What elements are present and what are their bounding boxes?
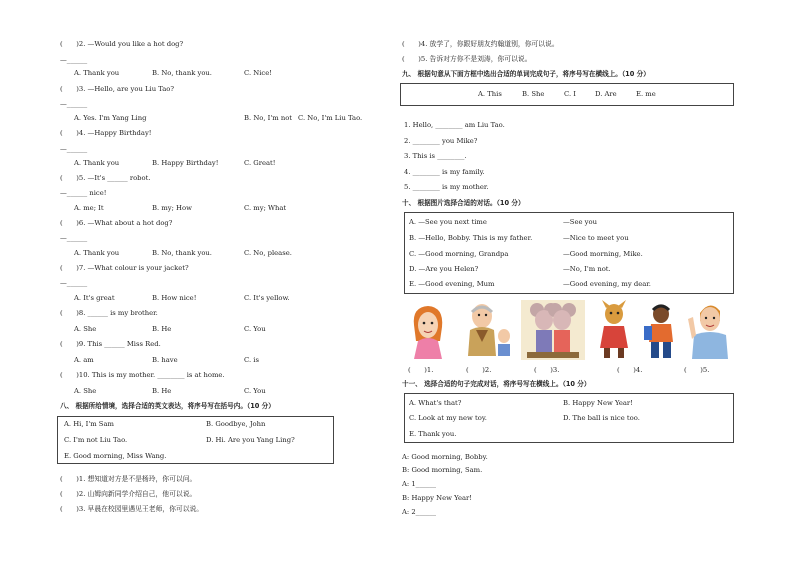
s8-option-d: D. Hi. Are you Yang Ling? — [206, 436, 295, 444]
s9-item-1: 1. Hello, ________ am Liu Tao. — [404, 121, 505, 129]
s9-word-e: E. me — [636, 90, 656, 98]
s11-option-d: D. The ball is nice too. — [563, 414, 640, 422]
s9-word-c: C. I — [564, 90, 576, 98]
picture-cartoon-animals — [592, 300, 638, 360]
s10-line-b-left: B. —Hello, Bobby. This is my father. — [409, 234, 533, 242]
q2-option-b: B. No, thank you. — [152, 69, 212, 77]
s10-line-e-left: E. —Good evening, Mum — [409, 280, 495, 288]
s10-line-d-right: —No, I'm not. — [563, 265, 611, 273]
s10-line-d-left: D. —Are you Helen? — [409, 265, 479, 273]
q5-option-c: C. my; What — [244, 204, 287, 212]
picture-mice — [521, 300, 585, 360]
s8-item-2: ( )2. 山姆向新同学介绍自己，他可以说。 — [60, 490, 197, 498]
s8-option-b: B. Goodbye, John — [206, 420, 266, 428]
q4-option-a: A. Thank you — [74, 159, 120, 167]
q7-answer-line[interactable]: —______ — [60, 279, 88, 287]
s8-option-e: E. Good morning, Miss Wang. — [64, 452, 167, 460]
q10-option-c: C. You — [244, 387, 266, 395]
q5-option-b: B. my; How — [152, 204, 192, 212]
s8-option-c: C. I'm not Liu Tao. — [64, 436, 128, 444]
section-9-title: 九、 根据句意从下面方框中选出合适的单词完成句子，将序号写在横线上。（10 分） — [402, 70, 650, 78]
section-8-options-box — [57, 416, 334, 464]
s11-option-a: A. What's that? — [409, 399, 462, 407]
q4-answer-line[interactable]: —______ — [60, 145, 88, 153]
picture-label-4: ( )4. — [617, 366, 643, 374]
s11-line-4: B: Happy New Year! — [402, 494, 473, 502]
section-10-title: 十、 根据图片选择合适的对话。（10 分） — [402, 199, 525, 207]
q8-option-a: A. She — [74, 325, 97, 333]
section-11-title: 十一、 选择合适的句子完成对话，将序号写在横线上。（10 分） — [402, 380, 591, 388]
s9-item-5: 5. ________ is my mother. — [404, 183, 489, 191]
q9-stem: ( )9. This ______ Miss Red. — [60, 340, 161, 348]
s11-option-c: C. Look at my new toy. — [409, 414, 487, 422]
s11-line-5[interactable]: A: 2______ — [402, 508, 437, 516]
q4-option-c: C. Great! — [244, 159, 276, 167]
s8-item-3: ( )3. 早晨在校园里遇见王老师，你可以说。 — [60, 505, 204, 513]
q3-option-c: C. No, I'm Liu Tao. — [298, 114, 363, 122]
q7-option-c: C. It's yellow. — [244, 294, 290, 302]
section-10-dialog-box — [404, 212, 734, 294]
q5-stem: ( )5. —It's ______ robot. — [60, 174, 151, 182]
q6-option-a: A. Thank you — [74, 249, 120, 257]
q2-stem: ( )2. —Would you like a hot dog? — [60, 40, 184, 48]
q6-answer-line[interactable]: —______ — [60, 234, 88, 242]
s11-line-1: A: Good morning, Bobby. — [402, 453, 488, 461]
picture-woman — [404, 301, 452, 359]
q9-option-a: A. am — [74, 356, 94, 364]
picture-label-3: ( )3. — [534, 366, 560, 374]
q5-option-a: A. me; It — [74, 204, 104, 212]
s9-word-a: A. This — [478, 90, 502, 98]
s11-line-2: B: Good morning, Sam. — [402, 466, 483, 474]
s9-word-b: B. She — [522, 90, 545, 98]
s8-item-4: ( )4. 放学了，你跟好朋友约翰道别，你可以说。 — [402, 40, 559, 48]
q4-option-b: B. Happy Birthday! — [152, 159, 219, 167]
picture-boy-with-schoolbag — [640, 302, 682, 360]
section-9-word-box — [400, 83, 734, 106]
s11-line-3[interactable]: A: 1______ — [402, 480, 437, 488]
q4-stem: ( )4. —Happy Birthday! — [60, 129, 152, 137]
section-11-sentence-box — [404, 393, 734, 443]
q9-option-c: C. is — [244, 356, 259, 364]
q9-option-b: B. have — [152, 356, 178, 364]
q6-option-b: B. No, thank you. — [152, 249, 212, 257]
picture-grandpa-and-boy — [460, 298, 516, 358]
s11-option-e: E. Thank you. — [409, 430, 457, 438]
q3-option-b: B. No, I'm not — [244, 114, 293, 122]
picture-label-5: ( )5. — [684, 366, 710, 374]
s8-option-a: A. Hi, I'm Sam — [64, 420, 114, 428]
q7-option-a: A. It's great — [74, 294, 115, 302]
s10-line-a-left: A. —See you next time — [409, 218, 487, 226]
s10-line-b-right: —Nice to meet you — [563, 234, 629, 242]
q2-answer-line[interactable]: —______ — [60, 56, 88, 64]
q3-option-a: A. Yes. I'm Yang Ling — [74, 114, 147, 122]
q6-option-c: C. No, please. — [244, 249, 292, 257]
q10-stem: ( )10. This is my mother. ________ is at home. — [60, 371, 225, 379]
s9-item-2: 2. ________ you Mike? — [404, 137, 478, 145]
q7-stem: ( )7. —What colour is your jacket? — [60, 264, 189, 272]
s9-item-3: 3. This is ________. — [404, 152, 467, 160]
q8-option-b: B. He — [152, 325, 172, 333]
q8-stem: ( )8. ______ is my brother. — [60, 309, 158, 317]
q3-answer-line[interactable]: —______ — [60, 100, 88, 108]
q10-option-a: A. She — [74, 387, 97, 395]
q3-stem: ( )3. —Hello, are you Liu Tao? — [60, 85, 175, 93]
q2-option-c: C. Nice! — [244, 69, 272, 77]
q10-option-b: B. He — [152, 387, 172, 395]
s10-line-c-left: C. —Good morning, Grandpa — [409, 250, 509, 258]
picture-label-1: ( )1. — [408, 366, 434, 374]
s8-item-1: ( )1. 想知道对方是不是杨玲，你可以问。 — [60, 475, 197, 483]
section-8-title: 八、 根据所给情境，选择合适的英文表达，将序号写在括号内。（10 分） — [60, 402, 275, 410]
picture-man-waving — [686, 299, 734, 359]
picture-label-2: ( )2. — [466, 366, 492, 374]
q2-option-a: A. Thank you — [74, 69, 120, 77]
s10-line-a-right: —See you — [563, 218, 597, 226]
s9-item-4: 4. ________ is my family. — [404, 168, 485, 176]
q7-option-b: B. How nice! — [152, 294, 197, 302]
q6-stem: ( )6. —What about a hot dog? — [60, 219, 173, 227]
s8-item-5: ( )5. 告诉对方你不是刘涛，你可以说。 — [402, 55, 532, 63]
q8-option-c: C. You — [244, 325, 266, 333]
s11-option-b: B. Happy New Year! — [563, 399, 633, 407]
s10-line-c-right: —Good morning, Mike. — [563, 250, 643, 258]
q5-answer-line[interactable]: —______ nice! — [60, 189, 107, 197]
s9-word-d: D. Are — [595, 90, 617, 98]
s10-line-e-right: —Good evening, my dear. — [563, 280, 651, 288]
